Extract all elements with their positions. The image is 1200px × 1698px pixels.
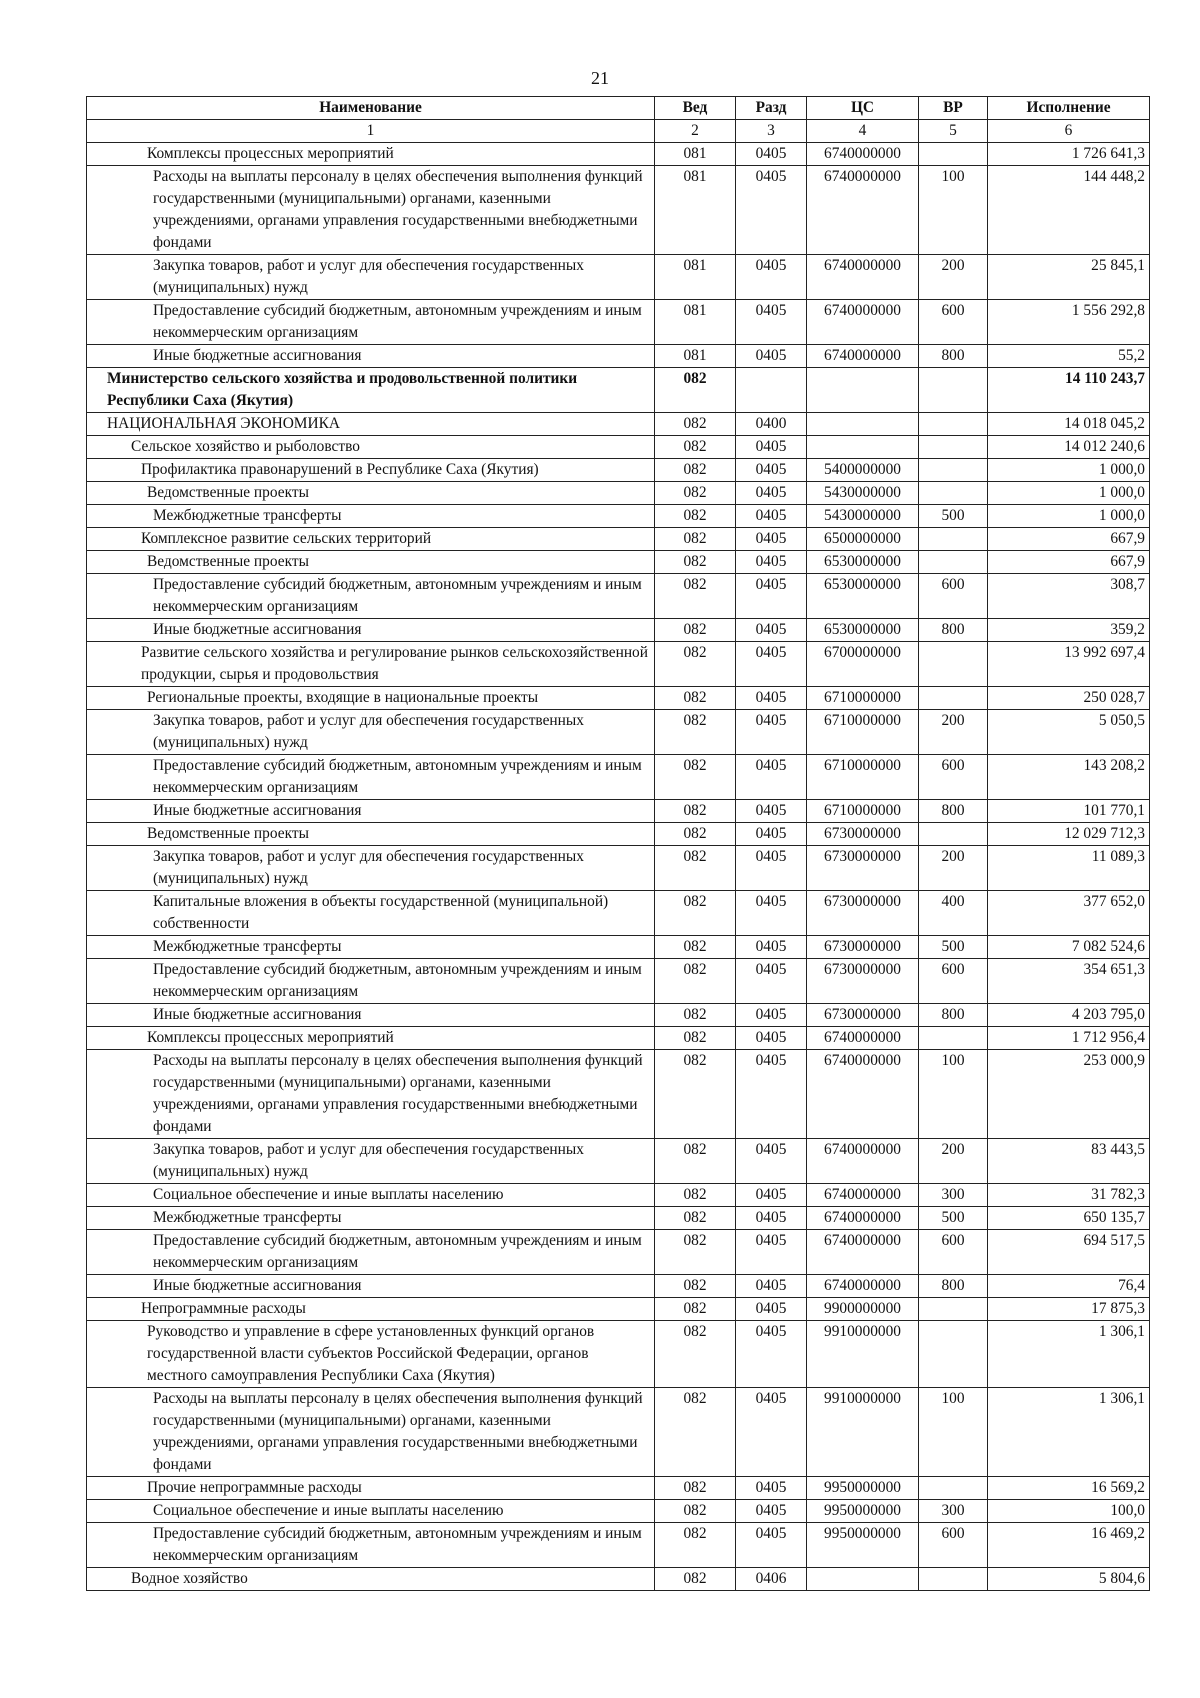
- row-ved: 082: [655, 413, 736, 436]
- row-value: 25 845,1: [988, 255, 1150, 300]
- row-ved: 082: [655, 1207, 736, 1230]
- col-number: 1: [87, 120, 655, 143]
- table-row: [87, 1139, 1150, 1184]
- budget-table-body: [87, 143, 1150, 1591]
- table-row: [87, 143, 1150, 166]
- table-row: [87, 1184, 1150, 1207]
- row-cs: 6710000000: [807, 755, 919, 800]
- table-row: [87, 574, 1150, 619]
- col-header-razd: Разд: [736, 97, 807, 120]
- row-ved: 081: [655, 166, 736, 255]
- row-name: Иные бюджетные ассигнования: [87, 1275, 655, 1298]
- row-cs: 9950000000: [807, 1523, 919, 1568]
- row-ved: 082: [655, 482, 736, 505]
- row-value: 1 306,1: [988, 1321, 1150, 1388]
- row-value: 100,0: [988, 1500, 1150, 1523]
- row-name: Иные бюджетные ассигнования: [87, 800, 655, 823]
- table-row: [87, 528, 1150, 551]
- row-name: Закупка товаров, работ и услуг для обеспечения государственных (муниципальных) нужд: [87, 1139, 655, 1184]
- row-cs: 6530000000: [807, 574, 919, 619]
- row-value: 4 203 795,0: [988, 1004, 1150, 1027]
- table-row: [87, 551, 1150, 574]
- row-name: Комплексы процессных мероприятий: [87, 1027, 655, 1050]
- table-row: [87, 1477, 1150, 1500]
- row-cs: 6700000000: [807, 642, 919, 687]
- table-row: [87, 345, 1150, 368]
- row-value: 1 556 292,8: [988, 300, 1150, 345]
- row-value: 14 018 045,2: [988, 413, 1150, 436]
- row-ved: 082: [655, 551, 736, 574]
- table-row: [87, 710, 1150, 755]
- row-name: Капитальные вложения в объекты государственной (муниципальной) собственности: [87, 891, 655, 936]
- row-vr: [919, 1321, 988, 1388]
- row-name: Предоставление субсидий бюджетным, автономным учреждениям и иным некоммерческим организациям: [87, 574, 655, 619]
- row-name: Водное хозяйство: [87, 1568, 655, 1591]
- row-ved: 082: [655, 1568, 736, 1591]
- row-vr: [919, 687, 988, 710]
- page-number: 21: [591, 68, 609, 88]
- row-value: 650 135,7: [988, 1207, 1150, 1230]
- row-name: Расходы на выплаты персоналу в целях обеспечения выполнения функций государственными (муниципальными) органами, казенными учреждениями, органами управления государственными внебюджетными фондами: [87, 1388, 655, 1477]
- table-row: [87, 1230, 1150, 1275]
- table-row: [87, 755, 1150, 800]
- table-row: [87, 505, 1150, 528]
- table-row: [87, 936, 1150, 959]
- row-name: Развитие сельского хозяйства и регулирование рынков сельскохозяйственной продукции, сырья и продовольствия: [87, 642, 655, 687]
- col-header-cs: ЦС: [807, 97, 919, 120]
- row-vr: 500: [919, 1207, 988, 1230]
- row-cs: 6740000000: [807, 1050, 919, 1139]
- row-ved: 082: [655, 1184, 736, 1207]
- row-name: Межбюджетные трансферты: [87, 936, 655, 959]
- row-value: 253 000,9: [988, 1050, 1150, 1139]
- row-cs: 6530000000: [807, 551, 919, 574]
- row-value: 12 029 712,3: [988, 823, 1150, 846]
- row-value: 17 875,3: [988, 1298, 1150, 1321]
- row-vr: 600: [919, 300, 988, 345]
- row-razd: 0405: [736, 891, 807, 936]
- table-row: [87, 687, 1150, 710]
- row-razd: 0405: [736, 755, 807, 800]
- row-name: Иные бюджетные ассигнования: [87, 619, 655, 642]
- row-razd: 0405: [736, 710, 807, 755]
- table-row: [87, 166, 1150, 255]
- row-cs: 6740000000: [807, 1184, 919, 1207]
- row-value: 144 448,2: [988, 166, 1150, 255]
- row-ved: 082: [655, 528, 736, 551]
- row-value: 1 000,0: [988, 482, 1150, 505]
- row-name: Ведомственные проекты: [87, 482, 655, 505]
- col-number: 4: [807, 120, 919, 143]
- row-razd: 0405: [736, 143, 807, 166]
- row-ved: 082: [655, 823, 736, 846]
- row-value: 667,9: [988, 528, 1150, 551]
- row-cs: [807, 1568, 919, 1591]
- table-row: [87, 436, 1150, 459]
- row-vr: [919, 482, 988, 505]
- row-name: Межбюджетные трансферты: [87, 1207, 655, 1230]
- row-razd: [736, 368, 807, 413]
- row-vr: 800: [919, 1004, 988, 1027]
- row-ved: 082: [655, 1230, 736, 1275]
- row-vr: [919, 642, 988, 687]
- row-razd: 0405: [736, 619, 807, 642]
- row-cs: 6730000000: [807, 891, 919, 936]
- row-value: 667,9: [988, 551, 1150, 574]
- row-vr: 100: [919, 1388, 988, 1477]
- row-ved: 082: [655, 710, 736, 755]
- row-value: 1 726 641,3: [988, 143, 1150, 166]
- row-cs: 6710000000: [807, 687, 919, 710]
- row-name: Социальное обеспечение и иные выплаты населению: [87, 1184, 655, 1207]
- row-name: Предоставление субсидий бюджетным, автономным учреждениям и иным некоммерческим организациям: [87, 959, 655, 1004]
- row-name: Ведомственные проекты: [87, 823, 655, 846]
- row-name: Предоставление субсидий бюджетным, автономным учреждениям и иным некоммерческим организациям: [87, 300, 655, 345]
- table-row: [87, 800, 1150, 823]
- row-value: 250 028,7: [988, 687, 1150, 710]
- header-row: [87, 97, 1150, 120]
- row-vr: [919, 1477, 988, 1500]
- row-name: Расходы на выплаты персоналу в целях обеспечения выполнения функций государственными (муниципальными) органами, казенными учреждениями, органами управления государственными внебюджетными фондами: [87, 166, 655, 255]
- row-cs: 5430000000: [807, 505, 919, 528]
- row-value: 14 012 240,6: [988, 436, 1150, 459]
- row-cs: [807, 413, 919, 436]
- row-razd: 0405: [736, 1050, 807, 1139]
- row-vr: 600: [919, 574, 988, 619]
- table-row: [87, 619, 1150, 642]
- table-row: [87, 1500, 1150, 1523]
- row-ved: 081: [655, 143, 736, 166]
- row-razd: 0405: [736, 255, 807, 300]
- row-cs: 9950000000: [807, 1500, 919, 1523]
- row-vr: [919, 528, 988, 551]
- row-ved: 082: [655, 505, 736, 528]
- row-vr: 600: [919, 959, 988, 1004]
- row-name: Комплексное развитие сельских территорий: [87, 528, 655, 551]
- row-cs: 9950000000: [807, 1477, 919, 1500]
- table-row: [87, 1004, 1150, 1027]
- row-value: 1 000,0: [988, 459, 1150, 482]
- row-vr: 600: [919, 1523, 988, 1568]
- row-razd: 0406: [736, 1568, 807, 1591]
- row-ved: 082: [655, 574, 736, 619]
- row-value: 11 089,3: [988, 846, 1150, 891]
- row-vr: [919, 1027, 988, 1050]
- row-name: Руководство и управление в сфере установленных функций органов государственной власти субъектов Российской Федерации, органов местного самоуправления Республики Саха (Якутия): [87, 1321, 655, 1388]
- row-razd: 0405: [736, 551, 807, 574]
- row-cs: 9910000000: [807, 1321, 919, 1388]
- row-vr: 300: [919, 1184, 988, 1207]
- row-name: Предоставление субсидий бюджетным, автономным учреждениям и иным некоммерческим организациям: [87, 1523, 655, 1568]
- row-vr: 100: [919, 166, 988, 255]
- row-value: 83 443,5: [988, 1139, 1150, 1184]
- row-cs: 6730000000: [807, 1004, 919, 1027]
- table-row: [87, 1568, 1150, 1591]
- table-row: [87, 1523, 1150, 1568]
- row-value: 55,2: [988, 345, 1150, 368]
- col-number: 3: [736, 120, 807, 143]
- table-row: [87, 413, 1150, 436]
- row-vr: 800: [919, 1275, 988, 1298]
- row-name: Закупка товаров, работ и услуг для обеспечения государственных (муниципальных) нужд: [87, 710, 655, 755]
- row-ved: 082: [655, 891, 736, 936]
- row-razd: 0405: [736, 482, 807, 505]
- row-name: Профилактика правонарушений в Республике Саха (Якутия): [87, 459, 655, 482]
- row-vr: 200: [919, 846, 988, 891]
- row-ved: 081: [655, 345, 736, 368]
- row-vr: [919, 551, 988, 574]
- row-cs: 6740000000: [807, 143, 919, 166]
- row-cs: [807, 436, 919, 459]
- row-razd: 0405: [736, 436, 807, 459]
- row-razd: 0405: [736, 1230, 807, 1275]
- row-value: 694 517,5: [988, 1230, 1150, 1275]
- row-vr: 100: [919, 1050, 988, 1139]
- column-number-row: [87, 120, 1150, 143]
- row-cs: 9900000000: [807, 1298, 919, 1321]
- row-ved: 081: [655, 255, 736, 300]
- row-ved: 082: [655, 1050, 736, 1139]
- row-ved: 082: [655, 936, 736, 959]
- row-vr: [919, 143, 988, 166]
- row-value: 16 569,2: [988, 1477, 1150, 1500]
- row-ved: 082: [655, 1027, 736, 1050]
- table-row: [87, 959, 1150, 1004]
- row-razd: 0405: [736, 846, 807, 891]
- row-name: НАЦИОНАЛЬНАЯ ЭКОНОМИКА: [87, 413, 655, 436]
- row-name: Иные бюджетные ассигнования: [87, 1004, 655, 1027]
- row-name: Закупка товаров, работ и услуг для обеспечения государственных (муниципальных) нужд: [87, 846, 655, 891]
- row-razd: 0405: [736, 1500, 807, 1523]
- row-cs: 6740000000: [807, 1230, 919, 1275]
- row-value: 5 050,5: [988, 710, 1150, 755]
- row-value: 377 652,0: [988, 891, 1150, 936]
- row-razd: 0405: [736, 574, 807, 619]
- row-razd: 0405: [736, 687, 807, 710]
- row-razd: 0405: [736, 459, 807, 482]
- row-razd: 0405: [736, 166, 807, 255]
- row-value: 1 712 956,4: [988, 1027, 1150, 1050]
- row-cs: [807, 368, 919, 413]
- row-vr: [919, 368, 988, 413]
- row-cs: 5430000000: [807, 482, 919, 505]
- row-vr: 200: [919, 1139, 988, 1184]
- row-vr: 600: [919, 1230, 988, 1275]
- row-cs: 6740000000: [807, 255, 919, 300]
- row-value: 354 651,3: [988, 959, 1150, 1004]
- row-razd: 0405: [736, 1388, 807, 1477]
- row-vr: 800: [919, 345, 988, 368]
- row-razd: 0405: [736, 642, 807, 687]
- row-value: 7 082 524,6: [988, 936, 1150, 959]
- row-vr: 800: [919, 619, 988, 642]
- row-razd: 0405: [736, 1275, 807, 1298]
- row-ved: 082: [655, 846, 736, 891]
- row-name: Прочие непрограммные расходы: [87, 1477, 655, 1500]
- row-vr: 300: [919, 1500, 988, 1523]
- row-vr: 200: [919, 710, 988, 755]
- table-row: [87, 642, 1150, 687]
- row-name: Закупка товаров, работ и услуг для обеспечения государственных (муниципальных) нужд: [87, 255, 655, 300]
- row-cs: 6530000000: [807, 619, 919, 642]
- row-name: Расходы на выплаты персоналу в целях обеспечения выполнения функций государственными (муниципальными) органами, казенными учреждениями, органами управления государственными внебюджетными фондами: [87, 1050, 655, 1139]
- table-row: [87, 1027, 1150, 1050]
- table-row: [87, 1050, 1150, 1139]
- row-razd: 0405: [736, 959, 807, 1004]
- row-cs: 6740000000: [807, 1275, 919, 1298]
- row-value: 14 110 243,7: [988, 368, 1150, 413]
- row-cs: 6730000000: [807, 823, 919, 846]
- table-row: [87, 1298, 1150, 1321]
- row-vr: [919, 823, 988, 846]
- row-ved: 082: [655, 687, 736, 710]
- row-razd: 0405: [736, 528, 807, 551]
- row-ved: 082: [655, 642, 736, 687]
- row-razd: 0405: [736, 345, 807, 368]
- row-ved: 082: [655, 459, 736, 482]
- table-row: [87, 1275, 1150, 1298]
- row-vr: [919, 459, 988, 482]
- row-name: Предоставление субсидий бюджетным, автономным учреждениям и иным некоммерческим организациям: [87, 755, 655, 800]
- row-ved: 082: [655, 800, 736, 823]
- row-razd: 0405: [736, 1139, 807, 1184]
- row-value: 16 469,2: [988, 1523, 1150, 1568]
- table-row: [87, 1321, 1150, 1388]
- row-cs: 6740000000: [807, 345, 919, 368]
- row-razd: 0405: [736, 800, 807, 823]
- col-number: 5: [919, 120, 988, 143]
- row-ved: 082: [655, 755, 736, 800]
- row-cs: 5400000000: [807, 459, 919, 482]
- row-value: 5 804,6: [988, 1568, 1150, 1591]
- table-row: [87, 482, 1150, 505]
- table-row: [87, 368, 1150, 413]
- row-ved: 082: [655, 1388, 736, 1477]
- row-ved: 082: [655, 619, 736, 642]
- row-razd: 0405: [736, 1207, 807, 1230]
- row-value: 13 992 697,4: [988, 642, 1150, 687]
- row-razd: 0405: [736, 936, 807, 959]
- row-vr: [919, 413, 988, 436]
- row-cs: 6740000000: [807, 1027, 919, 1050]
- row-name: Социальное обеспечение и иные выплаты населению: [87, 1500, 655, 1523]
- budget-table: [86, 96, 1150, 1591]
- row-cs: 6740000000: [807, 1207, 919, 1230]
- row-razd: 0405: [736, 300, 807, 345]
- col-number: 6: [988, 120, 1150, 143]
- row-ved: 082: [655, 436, 736, 459]
- row-ved: 082: [655, 1139, 736, 1184]
- row-name: Ведомственные проекты: [87, 551, 655, 574]
- row-name: Межбюджетные трансферты: [87, 505, 655, 528]
- row-cs: 6710000000: [807, 710, 919, 755]
- row-value: 143 208,2: [988, 755, 1150, 800]
- row-value: 76,4: [988, 1275, 1150, 1298]
- row-value: 1 000,0: [988, 505, 1150, 528]
- row-razd: 0405: [736, 1027, 807, 1050]
- row-ved: 082: [655, 1321, 736, 1388]
- row-razd: 0405: [736, 1004, 807, 1027]
- row-vr: 400: [919, 891, 988, 936]
- row-vr: 500: [919, 936, 988, 959]
- row-razd: 0405: [736, 505, 807, 528]
- row-name: Региональные проекты, входящие в национальные проекты: [87, 687, 655, 710]
- row-vr: 600: [919, 755, 988, 800]
- row-name: Предоставление субсидий бюджетным, автономным учреждениям и иным некоммерческим организациям: [87, 1230, 655, 1275]
- row-cs: 6740000000: [807, 300, 919, 345]
- row-value: 101 770,1: [988, 800, 1150, 823]
- row-vr: 200: [919, 255, 988, 300]
- row-razd: 0405: [736, 1523, 807, 1568]
- row-name: Министерство сельского хозяйства и продовольственной политики Республики Саха (Якутия): [87, 368, 655, 413]
- col-header-name: Наименование: [87, 97, 655, 120]
- row-razd: 0405: [736, 1184, 807, 1207]
- row-ved: 082: [655, 368, 736, 413]
- row-razd: 0405: [736, 823, 807, 846]
- row-ved: 082: [655, 1275, 736, 1298]
- table-row: [87, 846, 1150, 891]
- row-name: Непрограммные расходы: [87, 1298, 655, 1321]
- row-value: 308,7: [988, 574, 1150, 619]
- table-row: [87, 459, 1150, 482]
- row-razd: 0400: [736, 413, 807, 436]
- row-value: 31 782,3: [988, 1184, 1150, 1207]
- row-vr: [919, 1298, 988, 1321]
- row-name: Иные бюджетные ассигнования: [87, 345, 655, 368]
- row-value: 359,2: [988, 619, 1150, 642]
- row-razd: 0405: [736, 1477, 807, 1500]
- row-cs: 6740000000: [807, 166, 919, 255]
- row-cs: 6730000000: [807, 936, 919, 959]
- row-razd: 0405: [736, 1321, 807, 1388]
- row-ved: 081: [655, 300, 736, 345]
- row-cs: 6730000000: [807, 846, 919, 891]
- row-name: Сельское хозяйство и рыболовство: [87, 436, 655, 459]
- col-header-vr: ВР: [919, 97, 988, 120]
- row-ved: 082: [655, 1477, 736, 1500]
- row-razd: 0405: [736, 1298, 807, 1321]
- row-ved: 082: [655, 959, 736, 1004]
- table-row: [87, 891, 1150, 936]
- table-row: [87, 300, 1150, 345]
- row-cs: 6740000000: [807, 1139, 919, 1184]
- table-row: [87, 823, 1150, 846]
- row-ved: 082: [655, 1298, 736, 1321]
- table-row: [87, 1388, 1150, 1477]
- row-ved: 082: [655, 1004, 736, 1027]
- col-header-value: Исполнение: [988, 97, 1150, 120]
- row-ved: 082: [655, 1523, 736, 1568]
- row-vr: [919, 1568, 988, 1591]
- row-cs: 6730000000: [807, 959, 919, 1004]
- row-vr: 500: [919, 505, 988, 528]
- row-cs: 6500000000: [807, 528, 919, 551]
- col-header-ved: Вед: [655, 97, 736, 120]
- row-vr: [919, 436, 988, 459]
- row-name: Комплексы процессных мероприятий: [87, 143, 655, 166]
- row-cs: 6710000000: [807, 800, 919, 823]
- table-row: [87, 255, 1150, 300]
- row-cs: 9910000000: [807, 1388, 919, 1477]
- row-vr: 800: [919, 800, 988, 823]
- row-value: 1 306,1: [988, 1388, 1150, 1477]
- col-number: 2: [655, 120, 736, 143]
- row-ved: 082: [655, 1500, 736, 1523]
- table-row: [87, 1207, 1150, 1230]
